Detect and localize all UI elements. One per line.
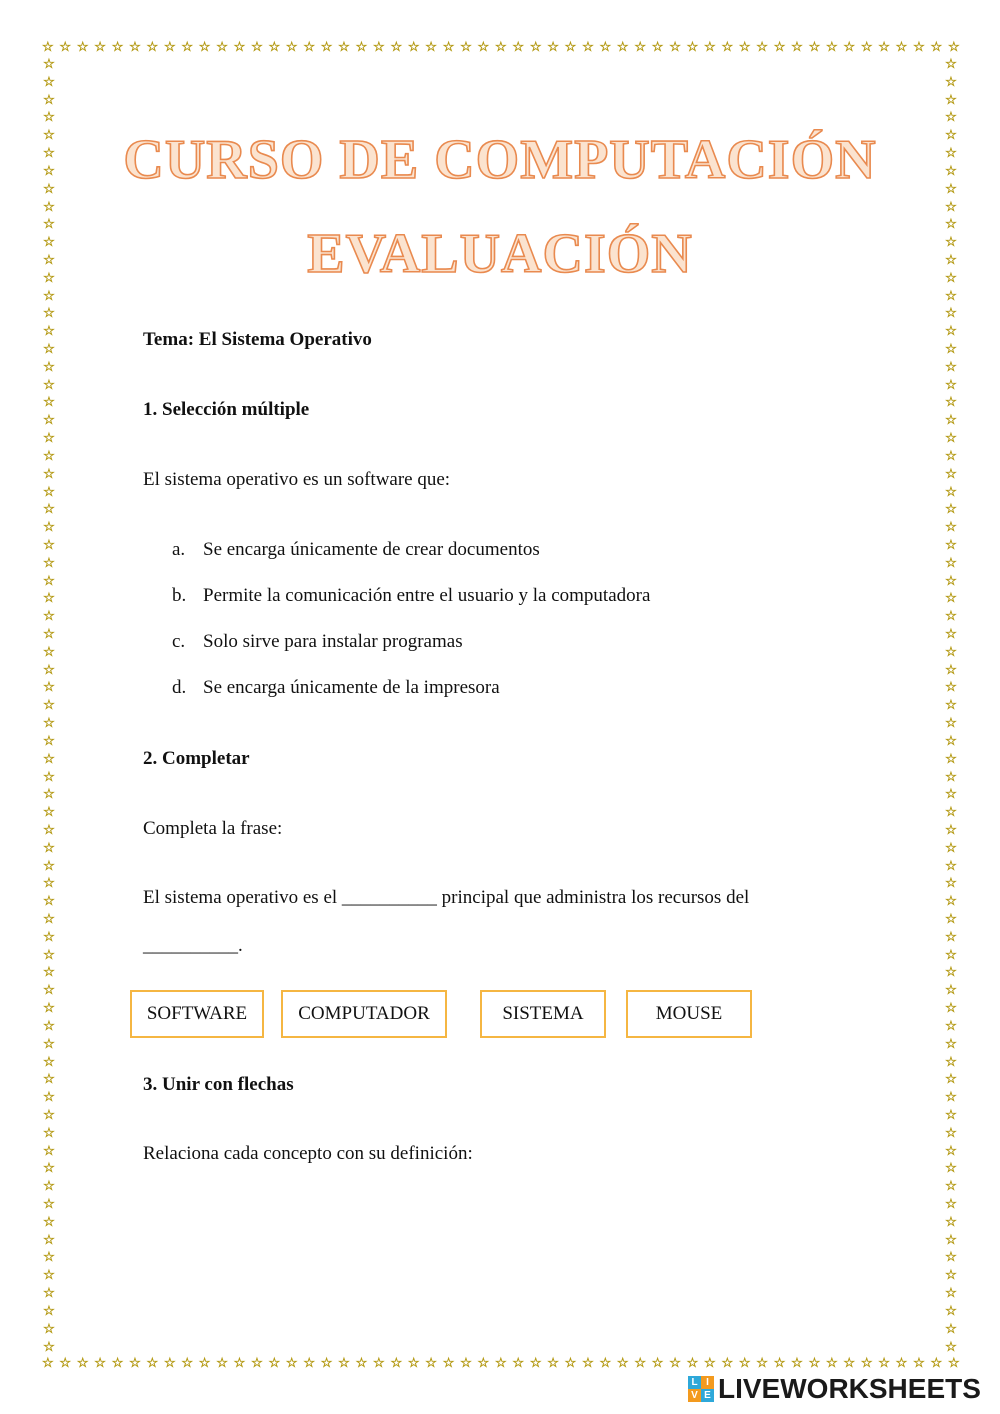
star-icon: ☆ [599,39,612,55]
option-letter: b. [172,585,187,606]
section1-prompt: El sistema operativo es un software que: [143,469,451,490]
star-icon: ☆ [43,235,55,251]
star-icon: ☆ [43,912,55,927]
star-icon: ☆ [945,680,957,696]
star-icon: ☆ [373,1355,385,1371]
star-icon: ☆ [945,627,957,642]
star-icon: ☆ [860,1355,873,1371]
star-icon: ☆ [42,39,54,55]
star-icon: ☆ [945,805,957,821]
star-icon: ☆ [825,1355,838,1371]
star-icon: ☆ [945,894,957,910]
star-icon: ☆ [43,57,55,72]
star-icon: ☆ [43,146,55,162]
star-icon: ☆ [43,484,55,500]
star-icon: ☆ [945,1072,957,1088]
star-icon: ☆ [425,1355,437,1371]
star-icon: ☆ [945,466,957,482]
star-icon: ☆ [43,181,55,197]
section3-instruction: Relaciona cada concepto con su definición: [143,1143,473,1164]
star-icon: ☆ [198,39,211,55]
star-icon: ☆ [494,39,507,55]
star-icon: ☆ [945,270,957,286]
option-letter: d. [172,677,187,698]
star-icon: ☆ [634,39,646,55]
star-icon: ☆ [878,39,890,55]
star-icon: ☆ [442,39,455,55]
star-icon: ☆ [43,1197,55,1212]
star-icon: ☆ [773,39,786,55]
star-icon: ☆ [390,1355,403,1371]
star-icon: ☆ [43,627,55,642]
star-icon: ☆ [43,413,55,429]
liveworksheets-logo-icon: L I V E [688,1376,714,1402]
star-icon: ☆ [43,876,55,892]
star-icon: ☆ [43,929,55,945]
star-icon: ☆ [43,840,55,856]
star-icon: ☆ [251,1355,263,1371]
star-icon: ☆ [945,1161,957,1177]
star-icon: ☆ [738,1355,751,1371]
star-icon: ☆ [945,324,957,340]
star-icon: ☆ [686,39,699,55]
section2-heading: 2. Completar [143,748,250,769]
star-icon: ☆ [945,769,957,785]
star-icon: ☆ [564,1355,577,1371]
star-icon: ☆ [43,769,55,785]
star-icon: ☆ [947,39,960,55]
star-icon: ☆ [945,217,957,233]
star-icon: ☆ [43,502,55,518]
star-icon: ☆ [181,39,194,55]
star-icon: ☆ [945,359,957,375]
star-icon: ☆ [163,39,176,55]
star-icon: ☆ [43,1179,55,1195]
star-icon: ☆ [945,929,957,945]
star-icon: ☆ [913,39,925,55]
star-icon: ☆ [43,983,55,999]
star-icon: ☆ [945,1232,957,1248]
star-icon: ☆ [895,1355,908,1371]
star-icon: ☆ [945,662,957,678]
star-icon: ☆ [43,644,55,660]
star-icon: ☆ [945,395,957,411]
star-icon: ☆ [442,1355,455,1371]
star-icon: ☆ [843,39,856,55]
star-icon: ☆ [945,1107,957,1123]
star-icon: ☆ [512,39,525,55]
star-icon: ☆ [338,1355,350,1371]
star-icon: ☆ [43,1286,55,1302]
star-icon: ☆ [43,609,55,625]
star-icon: ☆ [43,591,55,607]
star-icon: ☆ [945,1001,957,1017]
star-icon: ☆ [913,1355,925,1371]
star-icon: ☆ [651,1355,664,1371]
star-icon: ☆ [373,39,385,55]
star-icon: ☆ [945,92,957,108]
section1-heading: 1. Selección múltiple [143,399,310,420]
star-icon: ☆ [512,1355,525,1371]
star-icon: ☆ [43,555,55,571]
star-icon: ☆ [945,252,957,268]
star-icon: ☆ [43,733,55,749]
star-icon: ☆ [945,716,957,732]
star-icon: ☆ [303,1355,315,1371]
star-icon: ☆ [43,92,55,108]
star-icon: ☆ [268,1355,281,1371]
star-icon: ☆ [43,1339,55,1355]
star-icon: ☆ [43,947,55,963]
star-icon: ☆ [945,912,957,927]
star-icon: ☆ [704,39,716,55]
liveworksheets-logo-text: LIVEWORKSHEETS [718,1373,981,1404]
star-icon: ☆ [945,644,957,660]
star-icon: ☆ [582,1355,594,1371]
star-icon: ☆ [738,39,751,55]
star-icon: ☆ [43,128,55,144]
star-icon: ☆ [43,466,55,482]
star-icon: ☆ [634,1355,646,1371]
word-box-mouse[interactable]: MOUSE [626,990,752,1038]
star-icon: ☆ [42,1355,54,1371]
star-icon: ☆ [878,1355,890,1371]
star-icon: ☆ [945,537,957,553]
star-icon: ☆ [686,1355,699,1371]
star-icon: ☆ [773,1355,786,1371]
star-icon: ☆ [320,1355,333,1371]
star-icon: ☆ [947,1355,960,1371]
star-icon: ☆ [945,573,957,589]
star-icon: ☆ [355,1355,368,1371]
star-icon: ☆ [791,39,803,55]
star-icon: ☆ [76,39,89,55]
star-icon: ☆ [945,484,957,500]
star-icon: ☆ [43,288,55,304]
section3-heading: 3. Unir con flechas [143,1074,294,1095]
star-icon: ☆ [945,1018,957,1034]
star-icon: ☆ [945,733,957,749]
star-icon: ☆ [756,39,768,55]
topic-label: Tema: El Sistema Operativo [143,329,372,350]
star-icon: ☆ [43,377,55,393]
star-icon: ☆ [181,1355,194,1371]
star-icon: ☆ [43,324,55,340]
star-icon: ☆ [43,1001,55,1017]
star-icon: ☆ [43,1161,55,1177]
star-icon: ☆ [477,1355,490,1371]
star-icon: ☆ [945,787,957,803]
star-icon: ☆ [945,1268,957,1284]
star-icon: ☆ [945,181,957,197]
star-icon: ☆ [43,1303,55,1319]
star-icon: ☆ [945,591,957,607]
star-icon: ☆ [843,1355,856,1371]
star-icon: ☆ [616,39,629,55]
star-icon: ☆ [945,1303,957,1319]
star-icon: ☆ [355,39,368,55]
star-icon: ☆ [547,1355,559,1371]
star-icon: ☆ [43,199,55,215]
star-icon: ☆ [285,39,298,55]
star-icon: ☆ [43,858,55,874]
title-course: CURSO DE COMPUTACIÓN [123,129,877,191]
star-icon: ☆ [945,377,957,393]
star-icon: ☆ [721,1355,734,1371]
star-icon: ☆ [43,1268,55,1284]
star-icon: ☆ [945,947,957,963]
option-letter: c. [172,631,186,652]
star-icon: ☆ [945,876,957,892]
star-icon: ☆ [945,698,957,714]
star-icon: ☆ [43,662,55,678]
star-icon: ☆ [43,270,55,286]
star-icon: ☆ [945,751,957,767]
star-icon: ☆ [945,163,957,179]
star-icon: ☆ [930,1355,943,1371]
star-icon: ☆ [43,1321,55,1337]
star-border-top [42,40,960,54]
star-icon: ☆ [43,1018,55,1034]
star-icon: ☆ [895,39,908,55]
star-icon: ☆ [43,163,55,179]
star-icon: ☆ [945,1036,957,1052]
star-icon: ☆ [945,431,957,447]
star-icon: ☆ [43,751,55,767]
star-icon: ☆ [945,288,957,304]
star-icon: ☆ [945,1054,957,1070]
star-icon: ☆ [43,306,55,322]
star-icon: ☆ [43,698,55,714]
star-icon: ☆ [547,39,559,55]
star-icon: ☆ [945,110,957,126]
star-icon: ☆ [43,1143,55,1159]
star-icon: ☆ [43,1250,55,1266]
star-icon: ☆ [43,1107,55,1123]
star-icon: ☆ [43,1072,55,1088]
star-icon: ☆ [390,39,403,55]
star-icon: ☆ [43,431,55,447]
star-icon: ☆ [320,39,333,55]
star-icon: ☆ [930,39,943,55]
option-text: Permite la comunicación entre el usuario y la computadora [203,585,651,606]
star-icon: ☆ [59,39,72,55]
star-icon: ☆ [59,1355,72,1371]
star-icon: ☆ [945,858,957,874]
star-icon: ☆ [477,39,490,55]
star-icon: ☆ [945,1286,957,1302]
star-icon: ☆ [808,39,821,55]
star-icon: ☆ [43,822,55,838]
star-icon: ☆ [43,1054,55,1070]
star-icon: ☆ [945,448,957,464]
star-icon: ☆ [945,1143,957,1159]
star-icon: ☆ [94,39,106,55]
star-icon: ☆ [945,840,957,856]
star-icon: ☆ [945,1339,957,1355]
star-icon: ☆ [43,1125,55,1141]
star-icon: ☆ [945,983,957,999]
star-icon: ☆ [43,74,55,90]
star-icon: ☆ [129,1355,141,1371]
star-icon: ☆ [233,1355,246,1371]
star-icon: ☆ [146,1355,159,1371]
star-icon: ☆ [616,1355,629,1371]
star-icon: ☆ [129,39,141,55]
star-icon: ☆ [111,39,124,55]
star-icon: ☆ [43,805,55,821]
star-icon: ☆ [669,1355,681,1371]
fill-sentence-line1: El sistema operativo es el __________ principal que administra los recursos del [143,887,750,908]
star-icon: ☆ [216,39,228,55]
star-icon: ☆ [216,1355,228,1371]
star-icon: ☆ [945,199,957,215]
star-icon: ☆ [945,555,957,571]
liveworksheets-logo[interactable] [688,1372,981,1406]
star-icon: ☆ [251,39,263,55]
star-icon: ☆ [43,894,55,910]
star-icon: ☆ [945,1090,957,1106]
star-icon: ☆ [791,1355,803,1371]
star-icon: ☆ [945,57,957,72]
star-icon: ☆ [945,502,957,518]
star-icon: ☆ [43,680,55,696]
option-letter: a. [172,539,186,560]
star-icon: ☆ [43,359,55,375]
star-icon: ☆ [945,413,957,429]
title-evaluation: EVALUACIÓN [307,223,693,285]
star-icon: ☆ [43,787,55,803]
star-icon: ☆ [460,39,472,55]
star-icon: ☆ [460,1355,472,1371]
star-icon: ☆ [945,965,957,981]
star-icon: ☆ [43,252,55,268]
star-icon: ☆ [945,1214,957,1230]
star-icon: ☆ [945,609,957,625]
star-icon: ☆ [945,235,957,251]
star-icon: ☆ [285,1355,298,1371]
star-icon: ☆ [945,342,957,357]
option-text: Se encarga únicamente de crear documentos [203,539,540,560]
option-text: Se encarga únicamente de la impresora [203,677,500,698]
star-icon: ☆ [945,1179,957,1195]
star-icon: ☆ [43,342,55,357]
word-box-computador[interactable]: COMPUTADOR [281,990,447,1038]
option-text: Solo sirve para instalar programas [203,631,463,652]
section2-instruction: Completa la frase: [143,818,283,839]
star-icon: ☆ [43,110,55,126]
star-icon: ☆ [43,520,55,536]
star-icon: ☆ [669,39,681,55]
star-icon: ☆ [146,39,159,55]
star-icon: ☆ [43,716,55,732]
star-icon: ☆ [338,39,350,55]
star-icon: ☆ [756,1355,768,1371]
star-icon: ☆ [76,1355,89,1371]
star-icon: ☆ [43,1232,55,1248]
star-icon: ☆ [529,1355,542,1371]
star-icon: ☆ [945,520,957,536]
star-icon: ☆ [599,1355,612,1371]
star-icon: ☆ [407,1355,420,1371]
star-icon: ☆ [198,1355,211,1371]
star-icon: ☆ [43,1090,55,1106]
word-box-sistema[interactable]: SISTEMA [480,990,606,1038]
star-icon: ☆ [945,1321,957,1337]
star-icon: ☆ [303,39,315,55]
star-icon: ☆ [111,1355,124,1371]
star-icon: ☆ [94,1355,106,1371]
word-box-software[interactable]: SOFTWARE [130,990,264,1038]
star-icon: ☆ [945,74,957,90]
star-icon: ☆ [825,39,838,55]
star-icon: ☆ [494,1355,507,1371]
star-icon: ☆ [808,1355,821,1371]
star-icon: ☆ [704,1355,716,1371]
star-icon: ☆ [407,39,420,55]
star-icon: ☆ [163,1355,176,1371]
star-icon: ☆ [582,39,594,55]
star-icon: ☆ [945,306,957,322]
star-icon: ☆ [425,39,437,55]
star-icon: ☆ [945,1197,957,1212]
star-icon: ☆ [529,39,542,55]
star-icon: ☆ [43,965,55,981]
star-icon: ☆ [43,1036,55,1052]
star-icon: ☆ [860,39,873,55]
star-icon: ☆ [564,39,577,55]
star-icon: ☆ [651,39,664,55]
star-icon: ☆ [43,537,55,553]
star-icon: ☆ [945,146,957,162]
star-icon: ☆ [43,217,55,233]
star-icon: ☆ [43,573,55,589]
fill-sentence-line2: __________. [143,935,243,956]
star-icon: ☆ [945,1125,957,1141]
star-icon: ☆ [268,39,281,55]
star-icon: ☆ [43,448,55,464]
star-icon: ☆ [945,1250,957,1266]
star-icon: ☆ [945,822,957,838]
star-border-bottom [42,1356,960,1370]
star-icon: ☆ [43,1214,55,1230]
star-icon: ☆ [43,395,55,411]
star-icon: ☆ [945,128,957,144]
star-icon: ☆ [721,39,734,55]
star-icon: ☆ [233,39,246,55]
